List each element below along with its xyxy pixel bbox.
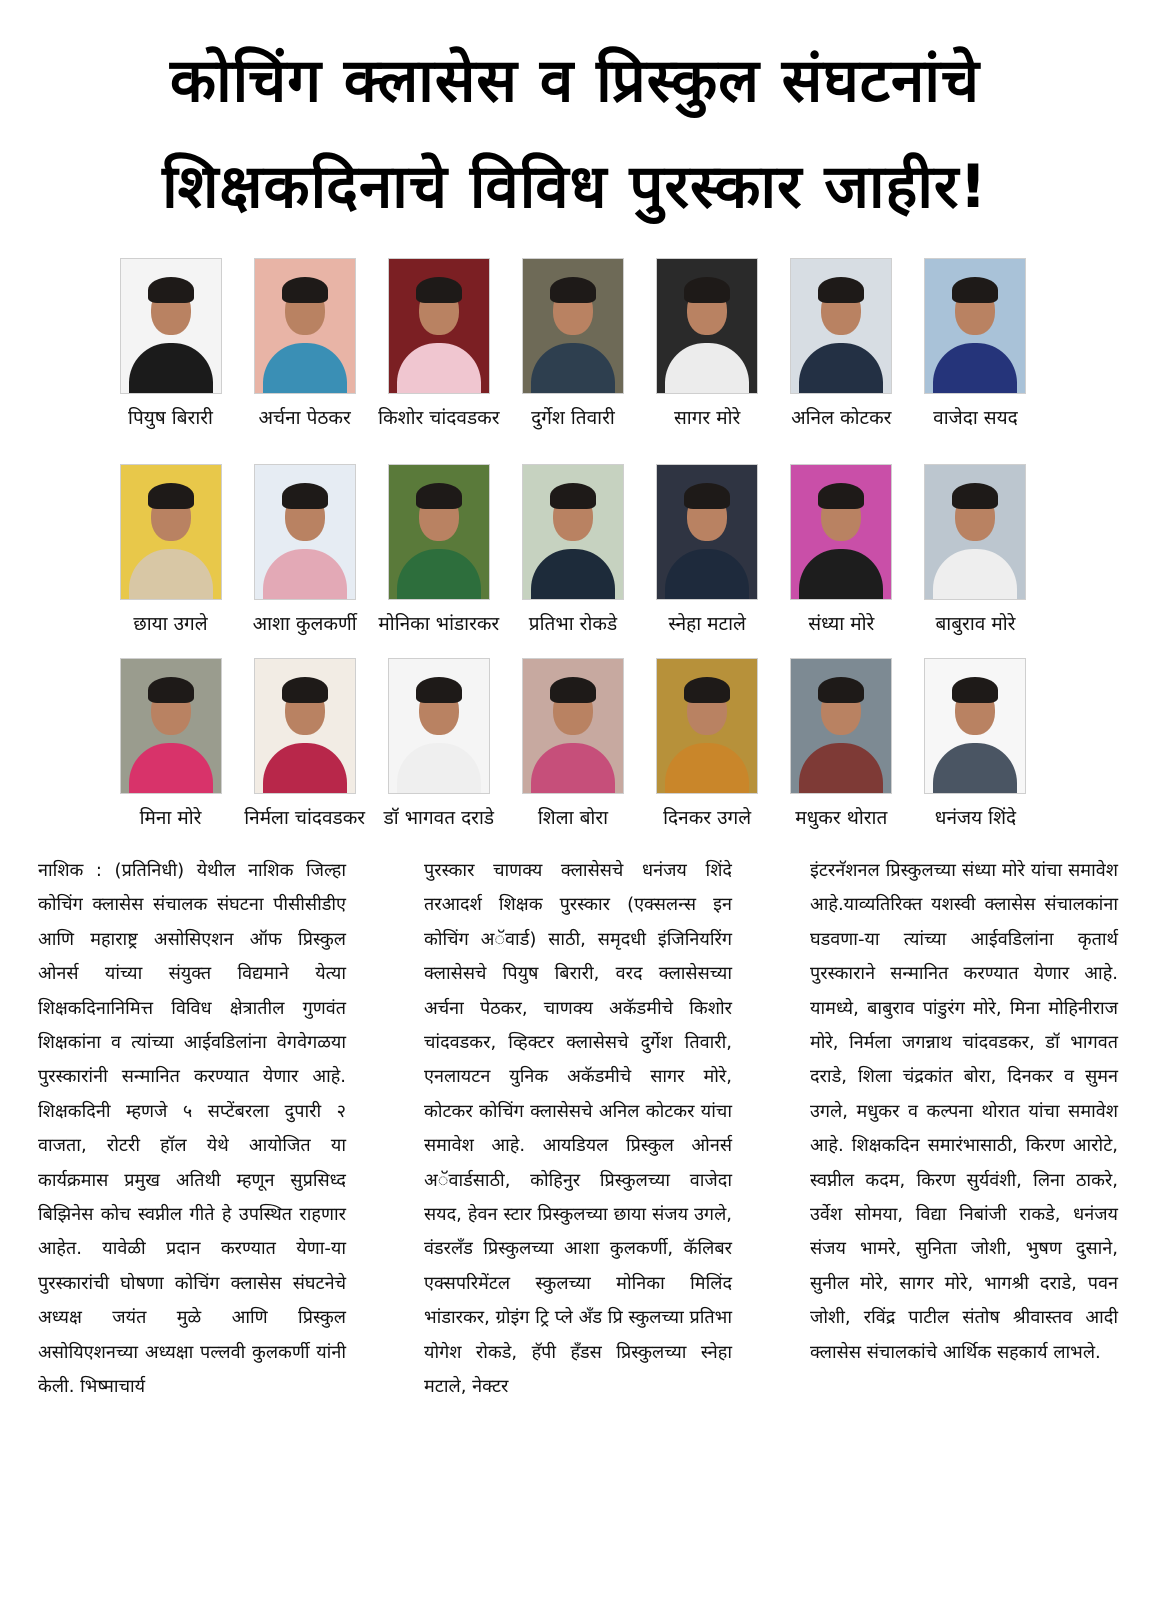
awardee-portrait <box>120 658 222 794</box>
portrait-clothing <box>129 549 213 600</box>
portrait-clothing <box>799 343 883 394</box>
portrait-hair <box>684 677 730 703</box>
portrait-clothing <box>263 549 347 600</box>
portrait-clothing <box>799 549 883 600</box>
awardee-name: पियुष बिरारी <box>128 407 213 429</box>
awardee-portrait <box>656 658 758 794</box>
awardee <box>376 658 501 858</box>
awardee-name: मोनिका भांडारकर <box>378 613 500 635</box>
portrait-hair <box>282 277 328 303</box>
awardee-name: वाजेदा सयद <box>933 407 1018 429</box>
awardee <box>242 258 367 458</box>
portrait-clothing <box>129 743 213 794</box>
portrait-clothing <box>933 549 1017 600</box>
awardee <box>645 658 770 858</box>
portrait-clothing <box>665 743 749 794</box>
portrait-hair <box>818 677 864 703</box>
portrait-hair <box>416 483 462 509</box>
portrait-hair <box>684 277 730 303</box>
portrait-hair <box>952 677 998 703</box>
awardee <box>779 258 904 458</box>
portrait-hair <box>684 483 730 509</box>
awardee-portrait <box>924 658 1026 794</box>
photo-row <box>108 464 1038 664</box>
awardee-portrait <box>790 258 892 394</box>
awardee-portrait <box>790 464 892 600</box>
awardee-name: दुर्गेश तिवारी <box>531 407 615 429</box>
portrait-clothing <box>263 743 347 794</box>
headline-line-2: शिक्षकदिनाचे विविध पुरस्कार जाहीर! <box>162 152 988 222</box>
awardee-portrait <box>254 658 356 794</box>
awardee <box>913 258 1038 458</box>
awardee-portrait <box>388 464 490 600</box>
awardee <box>108 258 233 458</box>
portrait-clothing <box>665 343 749 394</box>
awardee <box>376 464 501 664</box>
headline <box>0 28 1150 240</box>
photo-row <box>108 658 1038 858</box>
portrait-clothing <box>397 549 481 600</box>
awardee-portrait <box>522 464 624 600</box>
portrait-clothing <box>933 743 1017 794</box>
awardee-name: सागर मोरे <box>673 407 741 429</box>
awardee-name: किशोर चांदवडकर <box>378 407 500 429</box>
portrait-hair <box>148 483 194 509</box>
awardee-portrait <box>522 658 624 794</box>
awardee <box>913 658 1038 858</box>
awardee <box>108 658 233 858</box>
portrait-clothing <box>665 549 749 600</box>
awardee-name: बाबुराव मोरे <box>935 613 1016 635</box>
portrait-clothing <box>531 743 615 794</box>
photo-row <box>108 258 1038 458</box>
portrait-clothing <box>531 343 615 394</box>
awardee-photo-grid <box>108 258 1038 858</box>
portrait-hair <box>416 277 462 303</box>
portrait-hair <box>416 677 462 703</box>
article-body <box>38 854 1118 1405</box>
awardee-portrait <box>254 258 356 394</box>
awardee-portrait <box>120 258 222 394</box>
portrait-clothing <box>129 343 213 394</box>
awardee-portrait <box>254 464 356 600</box>
awardee-portrait <box>790 658 892 794</box>
portrait-clothing <box>397 743 481 794</box>
awardee <box>242 464 367 664</box>
portrait-clothing <box>933 343 1017 394</box>
awardee <box>108 464 233 664</box>
article-column-3: इंटरनॅशनल प्रिस्कुलच्या संध्या मोरे यांचा समावेश आहे.याव्यतिरिक्त यशस्वी क्लासेस संचालकांना घडवणा-या त्यांच्या आईवडिलांना कृतार्थ पुरस्काराने सन्मानित करण्यात येणार आहे. यामध्ये, बाबुराव पांडुरंग मोरे, मिना मोहिनीराज मोरे, निर्मला जगन्नाथ चांदवडकर, डॉ भागवत दराडे, शिला चंद्रकांत बोरा, दिनकर व सुमन उगले, मधुकर व कल्पना थोरात यांचा समावेश आहे. शिक्षकदिन समारंभासाठी, किरण आरोटे, स्वप्नील कदम, किरण सुर्यवंशी, लिना ठाकरे, उर्वेश सोमया, विद्या निबांजी राकडे, धनंजय संजय भामरे, सुनिता जोशी, भुषण दुसाने, सुनील मोरे, सागर मोरे, भागश्री दराडे, पवन जोशी, रविंद्र पाटील संतोष श्रीवास्तव आदी क्लासेस संचालकांचे आर्थिक सहकार्य लाभले. <box>810 860 1118 1363</box>
awardee-portrait <box>656 464 758 600</box>
awardee <box>645 464 770 664</box>
portrait-hair <box>550 277 596 303</box>
headline-line-1: कोचिंग क्लासेस व प्रिस्कुल संघटनांचे <box>170 46 980 116</box>
awardee-name: अनिल कोटकर <box>791 407 892 429</box>
portrait-hair <box>282 483 328 509</box>
portrait-hair <box>952 277 998 303</box>
awardee <box>645 258 770 458</box>
awardee-portrait <box>522 258 624 394</box>
awardee-name: स्नेहा मटाले <box>668 613 746 635</box>
portrait-hair <box>550 677 596 703</box>
portrait-hair <box>282 677 328 703</box>
awardee-name: छाया उगले <box>133 613 208 635</box>
awardee <box>376 258 501 458</box>
awardee-name: आशा कुलकर्णी <box>252 613 357 635</box>
awardee-portrait <box>120 464 222 600</box>
portrait-clothing <box>799 743 883 794</box>
portrait-hair <box>148 677 194 703</box>
awardee-name: अर्चना पेठकर <box>258 407 351 429</box>
awardee-name: डॉ भागवत दराडे <box>383 807 495 829</box>
article-column-1: नाशिक : (प्रतिनिधी) येथील नाशिक जिल्हा कोचिंग क्लासेस संचालक संघटना पीसीसीडीए आणि महाराष्ट्र असोसिएशन ऑफ प्रिस्कुल ओनर्स यांच्या संयुक्त विद्यमाने येत्या शिक्षकदिनानिमित्त विविध क्षेत्रातील गुणवंत शिक्षकांना व त्यांच्या आईवडिलांना वेगवेगळया पुरस्कारांनी सन्मानित करण्यात येणार आहे. शिक्षकदिनी म्हणजे ५ सप्टेंबरला दुपारी २ वाजता, रोटरी हॉल येथे आयोजित या कार्यक्रमास प्रमुख अतिथी म्हणून सुप्रसिध्द बिझिनेस कोच स्वप्नील गीते हे उपस्थित राहणार आहेत. यावेळी प्रदान करण्यात येणा-या पुरस्कारांची घोषणा कोचिंग क्लासेस संघटनेचे अध्यक्ष जयंत मुळे आणि प्रिस्कुल असोयिएशनच्या अध्यक्षा पल्लवी कुलकर्णी यांनी केली. भिष्माचार्य <box>38 860 346 1398</box>
awardee <box>913 464 1038 664</box>
awardee <box>510 464 635 664</box>
awardee-name: संध्या मोरे <box>808 613 875 635</box>
awardee <box>779 464 904 664</box>
awardee-name: मधुकर थोरात <box>795 807 888 829</box>
portrait-clothing <box>397 343 481 394</box>
awardee-portrait <box>388 258 490 394</box>
awardee <box>242 658 367 858</box>
awardee-name: धनंजय शिंदे <box>934 807 1017 829</box>
awardee-name: निर्मला चांदवडकर <box>244 807 366 829</box>
awardee-portrait <box>924 464 1026 600</box>
awardee-portrait <box>924 258 1026 394</box>
awardee-name: मिना मोरे <box>139 807 202 829</box>
portrait-hair <box>550 483 596 509</box>
awardee-portrait <box>656 258 758 394</box>
portrait-clothing <box>531 549 615 600</box>
awardee-name: प्रतिभा रोकडे <box>528 613 618 635</box>
awardee-name: शिला बोरा <box>537 807 609 829</box>
article-column-2: पुरस्कार चाणक्य क्लासेसचे धनंजय शिंदे तरआदर्श शिक्षक पुरस्कार (एक्सलन्स इन कोचिंग अॅवार्ड) साठी, समृदधी इंजिनियरिंग क्लासेसचे पियुष बिरारी, वरद क्लासेसच्या अर्चना पेठकर, चाणक्य अकॅडमीचे किशोर चांदवडकर, व्हिक्टर क्लासेसचे दुर्गेश तिवारी, एनलायटन युनिक अकॅडमीचे सागर मोरे, कोटकर कोचिंग क्लासेसचे अनिल कोटकर यांचा समावेश आहे. आयडियल प्रिस्कुल ओनर्स अॅवार्डसाठी, कोहिनुर प्रिस्कुलच्या वाजेदा सयद, हेवन स्टार प्रिस्कुलच्या छाया संजय उगले, वंडरलँड प्रिस्कुलच्या आशा कुलकर्णी, कॅलिबर एक्सपरिमेंटल स्कुलच्या मोनिका मिलिंद भांडारकर, ग्रोइंग ट्रि प्ले अँड प्रि स्कुलच्या प्रतिभा योगेश रोकडे, हॅपी हँडस प्रिस्कुलच्या स्नेहा मटाले, नेक्टर <box>424 860 732 1398</box>
portrait-hair <box>148 277 194 303</box>
awardee-name: दिनकर उगले <box>663 807 752 829</box>
awardee-portrait <box>388 658 490 794</box>
portrait-hair <box>818 483 864 509</box>
awardee <box>510 258 635 458</box>
awardee <box>510 658 635 858</box>
portrait-clothing <box>263 343 347 394</box>
awardee <box>779 658 904 858</box>
portrait-hair <box>952 483 998 509</box>
portrait-hair <box>818 277 864 303</box>
